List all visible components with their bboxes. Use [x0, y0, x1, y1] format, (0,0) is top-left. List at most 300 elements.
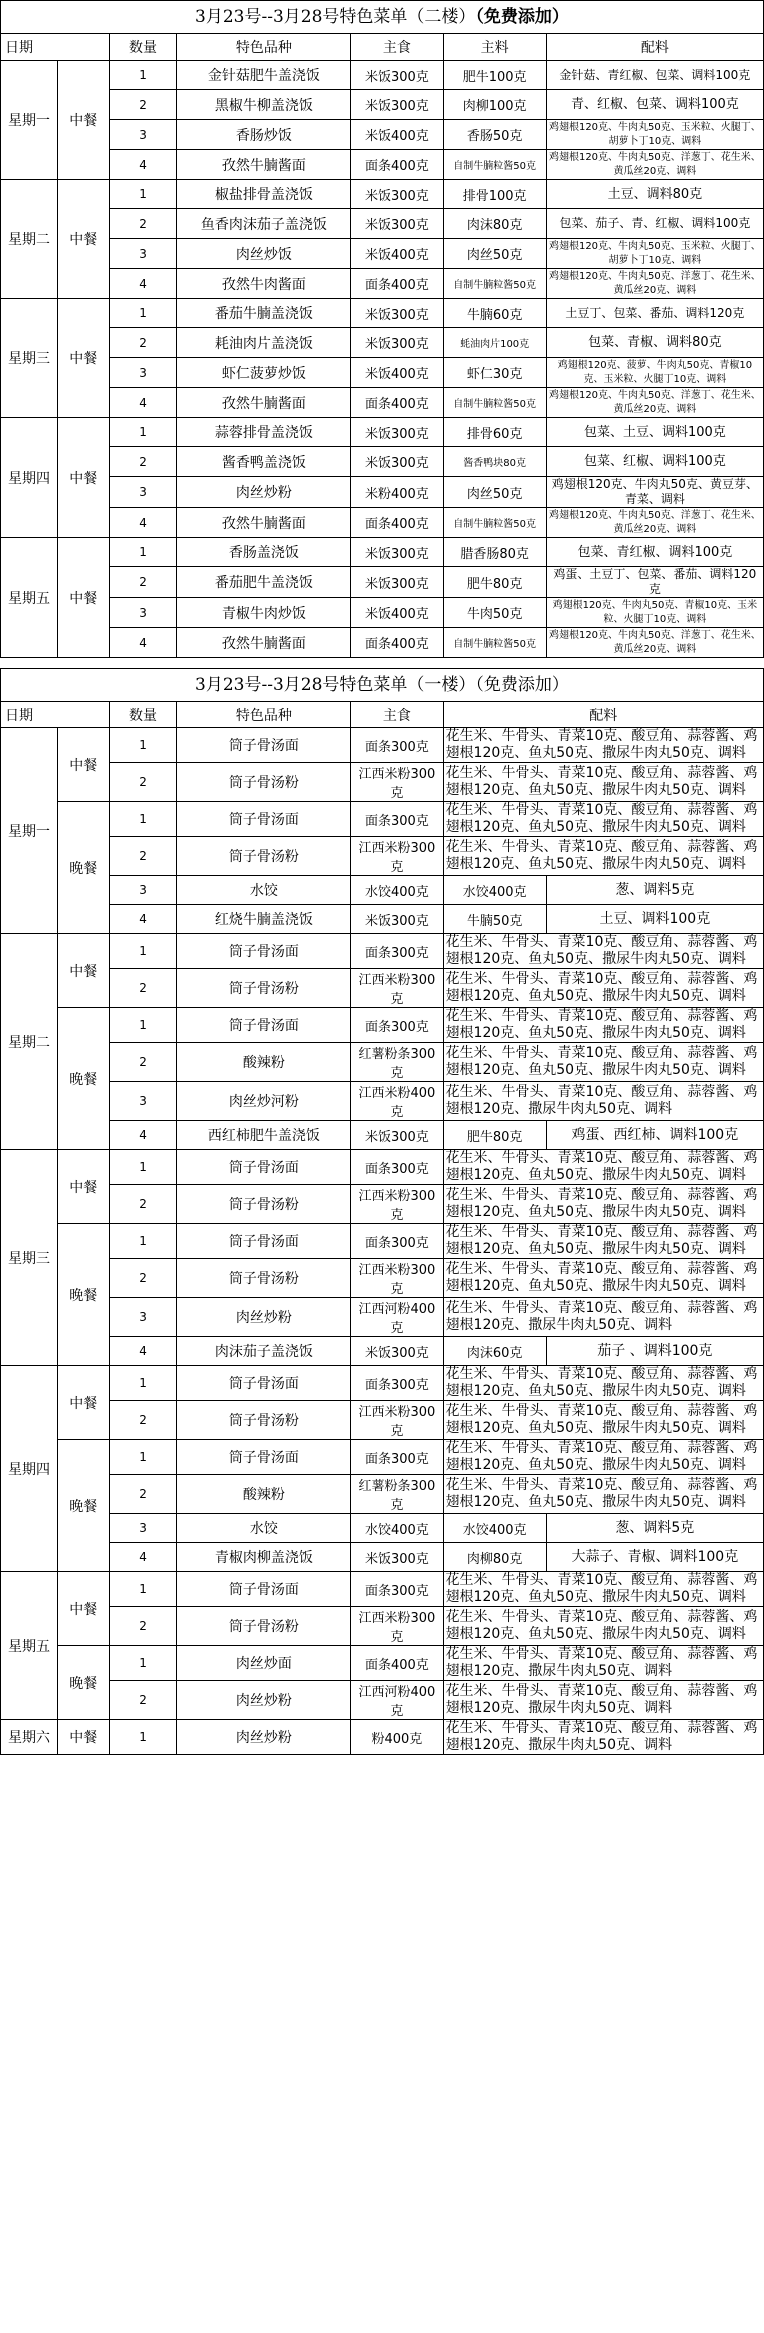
ingredients: 花生米、牛骨头、青菜10克、酸豆角、蒜蓉酱、鸡翅根120克、鱼丸50克、撒尿牛肉丸50克、调料: [443, 1572, 763, 1607]
dish-name: 椒盐排骨盖浇饭: [177, 180, 351, 209]
row-number: 1: [109, 299, 177, 328]
meal-label: 中餐: [58, 728, 110, 802]
header-row: [1, 34, 764, 61]
row-number: 1: [109, 1366, 177, 1401]
main-ingredient: 自制牛腩粒酱50克: [443, 628, 546, 658]
row-number: 1: [109, 1008, 177, 1043]
ingredients: 花生米、牛骨头、青菜10克、酸豆角、蒜蓉酱、鸡翅根120克、鱼丸50克、撒尿牛肉丸50克、调料: [443, 802, 763, 837]
dish-name: 青椒肉柳盖浇饭: [177, 1543, 351, 1572]
ingredients: 包菜、青椒、调料80克: [546, 328, 763, 358]
day-label: 星期六: [1, 1720, 58, 1755]
dish-name: 筒子骨汤面: [177, 802, 351, 837]
day-label: 星期四: [1, 418, 58, 538]
dish-name: 孜然牛腩酱面: [177, 388, 351, 418]
dish-name: 筒子骨汤粉: [177, 1607, 351, 1646]
table-row: [1, 150, 764, 180]
ingredients: 土豆、调料100克: [546, 905, 763, 934]
staple-food: 米饭300克: [351, 180, 443, 209]
dish-name: 水饺: [177, 1514, 351, 1543]
day-label: 星期五: [1, 538, 58, 658]
table-row: [1, 1224, 764, 1259]
row-number: 1: [109, 180, 177, 209]
staple-food: 米饭300克: [351, 447, 443, 477]
meal-label: 中餐: [58, 1150, 110, 1224]
meal-label: 中餐: [58, 299, 110, 418]
staple-food: 江西河粉400克: [351, 1298, 443, 1337]
staple-food: 江西米粉300克: [351, 1607, 443, 1646]
dish-name: 筒子骨汤粉: [177, 1185, 351, 1224]
staple-food: 米饭300克: [351, 567, 443, 598]
dish-name: 水饺: [177, 876, 351, 905]
ingredients: 花生米、牛骨头、青菜10克、酸豆角、蒜蓉酱、鸡翅根120克、鱼丸50克、撒尿牛肉丸50克、调料: [443, 1475, 763, 1514]
ingredients: 花生米、牛骨头、青菜10克、酸豆角、蒜蓉酱、鸡翅根120克、鱼丸50克、撒尿牛肉丸50克、调料: [443, 837, 763, 876]
row-number: 2: [109, 328, 177, 358]
dish-name: 筒子骨汤粉: [177, 1401, 351, 1440]
dish-name: 孜然牛腩酱面: [177, 508, 351, 538]
main-ingredient: 牛腩60克: [443, 299, 546, 328]
dish-name: 筒子骨汤面: [177, 1572, 351, 1607]
table-row: [1, 1337, 764, 1366]
dish-name: 番茄牛腩盖浇饭: [177, 299, 351, 328]
ingredients: 花生米、牛骨头、青菜10克、酸豆角、蒜蓉酱、鸡翅根120克、鱼丸50克、撒尿牛肉丸50克、调料: [443, 728, 763, 763]
ingredients: 青、红椒、包菜、调料100克: [546, 90, 763, 120]
row-number: 4: [109, 269, 177, 299]
section-gap: [0, 658, 764, 668]
table-row: [1, 1646, 764, 1681]
dish-name: 孜然牛腩酱面: [177, 628, 351, 658]
table-row: [1, 538, 764, 567]
row-number: 1: [109, 934, 177, 969]
meal-label: 晚餐: [58, 1440, 110, 1572]
ingredients: 花生米、牛骨头、青菜10克、酸豆角、蒜蓉酱、鸡翅根120克、鱼丸50克、撒尿牛肉丸50克、调料: [443, 934, 763, 969]
day-label: 星期二: [1, 180, 58, 299]
ingredients: 鸡蛋、西红柿、调料100克: [546, 1121, 763, 1150]
dish-name: 筒子骨汤面: [177, 1366, 351, 1401]
ingredients: 土豆丁、包菜、番茄、调料120克: [546, 299, 763, 328]
staple-food: 面条400克: [351, 1646, 443, 1681]
staple-food: 江西河粉400克: [351, 1681, 443, 1720]
main-ingredient: 肥牛80克: [443, 567, 546, 598]
dish-name: 西红柿肥牛盖浇饭: [177, 1121, 351, 1150]
meal-label: 中餐: [58, 61, 110, 180]
menu-first-floor-title: 3月23号--3月28号特色菜单（一楼）（免费添加）: [0, 668, 764, 701]
staple-food: 红薯粉条300克: [351, 1475, 443, 1514]
table-row: [1, 239, 764, 269]
staple-food: 面条300克: [351, 1150, 443, 1185]
meal-label: 晚餐: [58, 802, 110, 934]
ingredients: 包菜、茄子、青、红椒、调料100克: [546, 209, 763, 239]
main-ingredient: 自制牛腩粒酱50克: [443, 269, 546, 299]
main-ingredient: 排骨60克: [443, 418, 546, 447]
meal-label: 晚餐: [58, 1224, 110, 1366]
staple-food: 面条300克: [351, 1008, 443, 1043]
main-ingredient: 牛肉50克: [443, 598, 546, 628]
table-row: [1, 418, 764, 447]
table-row: [1, 802, 764, 837]
main-ingredient: 肥牛100克: [443, 61, 546, 90]
row-number: 1: [109, 538, 177, 567]
ingredients: 花生米、牛骨头、青菜10克、酸豆角、蒜蓉酱、鸡翅根120克、鱼丸50克、撒尿牛肉丸50克、调料: [443, 1607, 763, 1646]
header-ingredients: 配料: [546, 34, 763, 61]
table-row: [1, 1572, 764, 1607]
ingredients: 花生米、牛骨头、青菜10克、酸豆角、蒜蓉酱、鸡翅根120克、鱼丸50克、撒尿牛肉丸50克、调料: [443, 763, 763, 802]
day-label: 星期三: [1, 299, 58, 418]
staple-food: 米饭400克: [351, 120, 443, 150]
table-row: [1, 299, 764, 328]
ingredients: 花生米、牛骨头、青菜10克、酸豆角、蒜蓉酱、鸡翅根120克、撒尿牛肉丸50克、调料: [443, 1720, 763, 1755]
ingredients: 花生米、牛骨头、青菜10克、酸豆角、蒜蓉酱、鸡翅根120克、撒尿牛肉丸50克、调料: [443, 1082, 763, 1121]
main-ingredient: 肉沫80克: [443, 209, 546, 239]
row-number: 2: [109, 567, 177, 598]
staple-food: 米饭300克: [351, 209, 443, 239]
staple-food: 面条300克: [351, 1366, 443, 1401]
ingredients: 鸡翅根120克、牛肉丸50克、黄豆芽、青菜、调料: [546, 477, 763, 508]
staple-food: 江西米粉300克: [351, 1259, 443, 1298]
main-ingredient: 水饺400克: [443, 1514, 546, 1543]
row-number: 3: [109, 1082, 177, 1121]
table-row: [1, 1366, 764, 1401]
row-number: 1: [109, 1150, 177, 1185]
dish-name: 筒子骨汤粉: [177, 837, 351, 876]
meal-label: 中餐: [58, 934, 110, 1008]
ingredients: 花生米、牛骨头、青菜10克、酸豆角、蒜蓉酱、鸡翅根120克、鱼丸50克、撒尿牛肉丸50克、调料: [443, 1043, 763, 1082]
row-number: 1: [109, 1224, 177, 1259]
ingredients: 鸡蛋、土豆丁、包菜、番茄、调料120克: [546, 567, 763, 598]
dish-name: 筒子骨汤粉: [177, 1259, 351, 1298]
ingredients: 鸡翅根120克、牛肉丸50克、洋葱丁、花生米、黄瓜丝20克、调料: [546, 628, 763, 658]
dish-name: 肉丝炒河粉: [177, 1082, 351, 1121]
dish-name: 筒子骨汤面: [177, 1440, 351, 1475]
staple-food: 米饭300克: [351, 299, 443, 328]
main-ingredient: 自制牛腩粒酱50克: [443, 150, 546, 180]
table-row: [1, 905, 764, 934]
table-row: [1, 567, 764, 598]
row-number: 1: [109, 1572, 177, 1607]
row-number: 2: [109, 1475, 177, 1514]
row-number: 4: [109, 1337, 177, 1366]
ingredients: 包菜、青红椒、调料100克: [546, 538, 763, 567]
table-row: [1, 508, 764, 538]
meal-label: 中餐: [58, 538, 110, 658]
table-row: [1, 447, 764, 477]
staple-food: 米饭400克: [351, 358, 443, 388]
table-row: [1, 1185, 764, 1224]
meal-label: 中餐: [58, 1572, 110, 1646]
dish-name: 酱香鸭盖浇饭: [177, 447, 351, 477]
main-ingredient: 自制牛腩粒酱50克: [443, 388, 546, 418]
staple-food: 米粉400克: [351, 477, 443, 508]
table-row: [1, 1440, 764, 1475]
staple-food: 粉400克: [351, 1720, 443, 1755]
table-row: [1, 1681, 764, 1720]
ingredients: 大蒜子、青椒、调料100克: [546, 1543, 763, 1572]
header-row: [1, 702, 764, 728]
table-row: [1, 1543, 764, 1572]
dish-name: 蒜蓉排骨盖浇饭: [177, 418, 351, 447]
meal-label: 晚餐: [58, 1646, 110, 1720]
table-row: [1, 1043, 764, 1082]
dish-name: 筒子骨汤面: [177, 1008, 351, 1043]
table-row: [1, 598, 764, 628]
title-bold: （免费添加）: [475, 7, 569, 27]
staple-food: 水饺400克: [351, 876, 443, 905]
ingredients: 花生米、牛骨头、青菜10克、酸豆角、蒜蓉酱、鸡翅根120克、撒尿牛肉丸50克、调料: [443, 1681, 763, 1720]
dish-name: 红烧牛腩盖浇饭: [177, 905, 351, 934]
day-label: 星期一: [1, 61, 58, 180]
staple-food: 面条400克: [351, 508, 443, 538]
menu-first-floor: [0, 668, 764, 1755]
dish-name: 孜然牛腩酱面: [177, 150, 351, 180]
ingredients: 茄子 、调料100克: [546, 1337, 763, 1366]
main-ingredient: 肉沫60克: [443, 1337, 546, 1366]
table-row: [1, 1475, 764, 1514]
staple-food: 面条400克: [351, 628, 443, 658]
row-number: 3: [109, 477, 177, 508]
ingredients: 金针菇、青红椒、包菜、调料100克: [546, 61, 763, 90]
dish-name: 肉沫茄子盖浇饭: [177, 1337, 351, 1366]
row-number: 1: [109, 802, 177, 837]
ingredients: 花生米、牛骨头、青菜10克、酸豆角、蒜蓉酱、鸡翅根120克、撒尿牛肉丸50克、调料: [443, 1646, 763, 1681]
title-main: 3月23号--3月28号特色菜单（二楼）: [195, 7, 476, 27]
main-ingredient: 虾仁30克: [443, 358, 546, 388]
dish-name: 筒子骨汤粉: [177, 969, 351, 1008]
row-number: 4: [109, 508, 177, 538]
staple-food: 米饭300克: [351, 905, 443, 934]
row-number: 2: [109, 763, 177, 802]
table-row: [1, 120, 764, 150]
dish-name: 筒子骨汤面: [177, 934, 351, 969]
row-number: 4: [109, 1121, 177, 1150]
row-number: 2: [109, 1043, 177, 1082]
ingredients: 花生米、牛骨头、青菜10克、酸豆角、蒜蓉酱、鸡翅根120克、鱼丸50克、撒尿牛肉丸50克、调料: [443, 969, 763, 1008]
meal-label: 中餐: [58, 1366, 110, 1440]
ingredients: 鸡翅根120克、牛肉丸50克、洋葱丁、花生米、黄瓜丝20克、调料: [546, 269, 763, 299]
staple-food: 面条300克: [351, 728, 443, 763]
dish-name: 筒子骨汤面: [177, 728, 351, 763]
table-row: [1, 1082, 764, 1121]
row-number: 2: [109, 1681, 177, 1720]
main-ingredient: 肥牛80克: [443, 1121, 546, 1150]
dish-name: 肉丝炒粉: [177, 1681, 351, 1720]
main-ingredient: 酱香鸭块80克: [443, 447, 546, 477]
row-number: 4: [109, 628, 177, 658]
staple-food: 面条300克: [351, 802, 443, 837]
row-number: 3: [109, 876, 177, 905]
row-number: 3: [109, 358, 177, 388]
row-number: 1: [109, 1720, 177, 1755]
row-number: 1: [109, 1646, 177, 1681]
main-ingredient: 腊香肠80克: [443, 538, 546, 567]
dish-name: 酸辣粉: [177, 1475, 351, 1514]
row-number: 4: [109, 388, 177, 418]
row-number: 3: [109, 1298, 177, 1337]
main-ingredient: 肉柳100克: [443, 90, 546, 120]
dish-name: 黑椒牛柳盖浇饭: [177, 90, 351, 120]
ingredients: 花生米、牛骨头、青菜10克、酸豆角、蒜蓉酱、鸡翅根120克、鱼丸50克、撒尿牛肉丸50克、调料: [443, 1259, 763, 1298]
table-row: [1, 1401, 764, 1440]
main-ingredient: 肉柳80克: [443, 1543, 546, 1572]
header-quantity: 数量: [109, 702, 177, 728]
row-number: 3: [109, 239, 177, 269]
ingredients: 花生米、牛骨头、青菜10克、酸豆角、蒜蓉酱、鸡翅根120克、鱼丸50克、撒尿牛肉丸50克、调料: [443, 1224, 763, 1259]
header-staple: 主食: [351, 702, 443, 728]
row-number: 3: [109, 120, 177, 150]
ingredients: 花生米、牛骨头、青菜10克、酸豆角、蒜蓉酱、鸡翅根120克、鱼丸50克、撒尿牛肉丸50克、调料: [443, 1440, 763, 1475]
row-number: 1: [109, 418, 177, 447]
main-ingredient: 香肠50克: [443, 120, 546, 150]
table-row: [1, 876, 764, 905]
table-row: [1, 728, 764, 763]
table-row: [1, 388, 764, 418]
staple-food: 水饺400克: [351, 1514, 443, 1543]
staple-food: 米饭400克: [351, 239, 443, 269]
header-ingredients: 配料: [443, 702, 763, 728]
dish-name: 鱼香肉沫茄子盖浇饭: [177, 209, 351, 239]
staple-food: 江西米粉300克: [351, 837, 443, 876]
staple-food: 面条300克: [351, 1572, 443, 1607]
dish-name: 番茄肥牛盖浇饭: [177, 567, 351, 598]
row-number: 3: [109, 598, 177, 628]
dish-name: 虾仁菠萝炒饭: [177, 358, 351, 388]
dish-name: 孜然牛肉酱面: [177, 269, 351, 299]
table-row: [1, 1514, 764, 1543]
ingredients: 葱、调料5克: [546, 876, 763, 905]
dish-name: 筒子骨汤粉: [177, 763, 351, 802]
main-ingredient: 排骨100克: [443, 180, 546, 209]
ingredients: 鸡翅根120克、牛肉丸50克、洋葱丁、花生米、黄瓜丝20克、调料: [546, 150, 763, 180]
ingredients: 鸡翅根120克、牛肉丸50克、玉米粒、火腿丁、胡萝卜丁10克、调料: [546, 239, 763, 269]
table-row: [1, 1607, 764, 1646]
day-label: 星期五: [1, 1572, 58, 1720]
header-date: 日期: [1, 34, 110, 61]
staple-food: 红薯粉条300克: [351, 1043, 443, 1082]
table-row: [1, 269, 764, 299]
header-date: 日期: [1, 702, 110, 728]
row-number: 2: [109, 837, 177, 876]
main-ingredient: 自制牛腩粒酱50克: [443, 508, 546, 538]
table-row: [1, 969, 764, 1008]
ingredients: 鸡翅根120克、牛肉丸50克、玉米粒、火腿丁、胡萝卜丁10克、调料: [546, 120, 763, 150]
meal-label: 中餐: [58, 180, 110, 299]
dish-name: 青椒牛肉炒饭: [177, 598, 351, 628]
meal-label: 中餐: [58, 1720, 110, 1755]
row-number: 2: [109, 1607, 177, 1646]
ingredients: 葱、调料5克: [546, 1514, 763, 1543]
table-row: [1, 1150, 764, 1185]
row-number: 3: [109, 1514, 177, 1543]
header-main-ingredient: 主料: [443, 34, 546, 61]
staple-food: 米饭400克: [351, 598, 443, 628]
main-ingredient: 水饺400克: [443, 876, 546, 905]
ingredients: 鸡翅根120克、牛肉丸50克、青椒10克、玉米粒、火腿丁10克、调料: [546, 598, 763, 628]
staple-food: 江西米粉300克: [351, 1401, 443, 1440]
menu-second-floor: [0, 0, 764, 658]
row-number: 2: [109, 90, 177, 120]
meal-label: 晚餐: [58, 1008, 110, 1150]
header-dish: 特色品种: [177, 702, 351, 728]
row-number: 4: [109, 1543, 177, 1572]
table-row: [1, 1720, 764, 1755]
dish-name: 肉丝炒粉: [177, 1298, 351, 1337]
main-ingredient: 牛腩50克: [443, 905, 546, 934]
ingredients: 鸡翅根120克、菠萝、牛肉丸50克、青椒10克、玉米粒、火腿丁10克、调料: [546, 358, 763, 388]
row-number: 2: [109, 1185, 177, 1224]
dish-name: 香肠炒饭: [177, 120, 351, 150]
dish-name: 肉丝炒饭: [177, 239, 351, 269]
staple-food: 米饭300克: [351, 1121, 443, 1150]
table-row: [1, 328, 764, 358]
staple-food: 面条400克: [351, 388, 443, 418]
staple-food: 面条300克: [351, 934, 443, 969]
table-row: [1, 628, 764, 658]
table-row: [1, 1298, 764, 1337]
header-staple: 主食: [351, 34, 443, 61]
row-number: 2: [109, 209, 177, 239]
staple-food: 米饭300克: [351, 328, 443, 358]
staple-food: 面条300克: [351, 1224, 443, 1259]
dish-name: 肉丝炒粉: [177, 477, 351, 508]
ingredients: 花生米、牛骨头、青菜10克、酸豆角、蒜蓉酱、鸡翅根120克、鱼丸50克、撒尿牛肉丸50克、调料: [443, 1401, 763, 1440]
staple-food: 江西米粉300克: [351, 763, 443, 802]
meal-label: 中餐: [58, 418, 110, 538]
table-row: [1, 209, 764, 239]
table-row: [1, 180, 764, 209]
dish-name: 香肠盖浇饭: [177, 538, 351, 567]
row-number: 2: [109, 447, 177, 477]
ingredients: 花生米、牛骨头、青菜10克、酸豆角、蒜蓉酱、鸡翅根120克、鱼丸50克、撒尿牛肉丸50克、调料: [443, 1366, 763, 1401]
table-row: [1, 763, 764, 802]
day-label: 星期二: [1, 934, 58, 1150]
dish-name: 金针菇肥牛盖浇饭: [177, 61, 351, 90]
day-label: 星期一: [1, 728, 58, 934]
row-number: 1: [109, 728, 177, 763]
staple-food: 面条400克: [351, 150, 443, 180]
staple-food: 江西米粉300克: [351, 1185, 443, 1224]
row-number: 4: [109, 150, 177, 180]
row-number: 2: [109, 1401, 177, 1440]
main-ingredient: 肉丝50克: [443, 239, 546, 269]
staple-food: 米饭300克: [351, 538, 443, 567]
dish-name: 酸辣粉: [177, 1043, 351, 1082]
menu-second-floor-title: [0, 0, 764, 33]
row-number: 2: [109, 969, 177, 1008]
day-label: 星期三: [1, 1150, 58, 1366]
table-row: [1, 61, 764, 90]
day-label: 星期四: [1, 1366, 58, 1572]
dish-name: 筒子骨汤面: [177, 1224, 351, 1259]
ingredients: 土豆、调料80克: [546, 180, 763, 209]
dish-name: 肉丝炒粉: [177, 1720, 351, 1755]
table-row: [1, 1121, 764, 1150]
ingredients: 花生米、牛骨头、青菜10克、酸豆角、蒜蓉酱、鸡翅根120克、鱼丸50克、撒尿牛肉丸50克、调料: [443, 1008, 763, 1043]
table-row: [1, 358, 764, 388]
row-number: 4: [109, 905, 177, 934]
row-number: 2: [109, 1259, 177, 1298]
menu-second-floor-table: [0, 33, 764, 658]
menu-first-floor-table: [0, 701, 764, 1755]
header-quantity: 数量: [109, 34, 177, 61]
staple-food: 面条300克: [351, 1440, 443, 1475]
staple-food: 米饭300克: [351, 61, 443, 90]
staple-food: 江西米粉400克: [351, 1082, 443, 1121]
staple-food: 米饭300克: [351, 1337, 443, 1366]
staple-food: 面条400克: [351, 269, 443, 299]
table-row: [1, 1259, 764, 1298]
table-row: [1, 477, 764, 508]
dish-name: 耗油肉片盖浇饭: [177, 328, 351, 358]
row-number: 1: [109, 61, 177, 90]
ingredients: 花生米、牛骨头、青菜10克、酸豆角、蒜蓉酱、鸡翅根120克、鱼丸50克、撒尿牛肉丸50克、调料: [443, 1185, 763, 1224]
